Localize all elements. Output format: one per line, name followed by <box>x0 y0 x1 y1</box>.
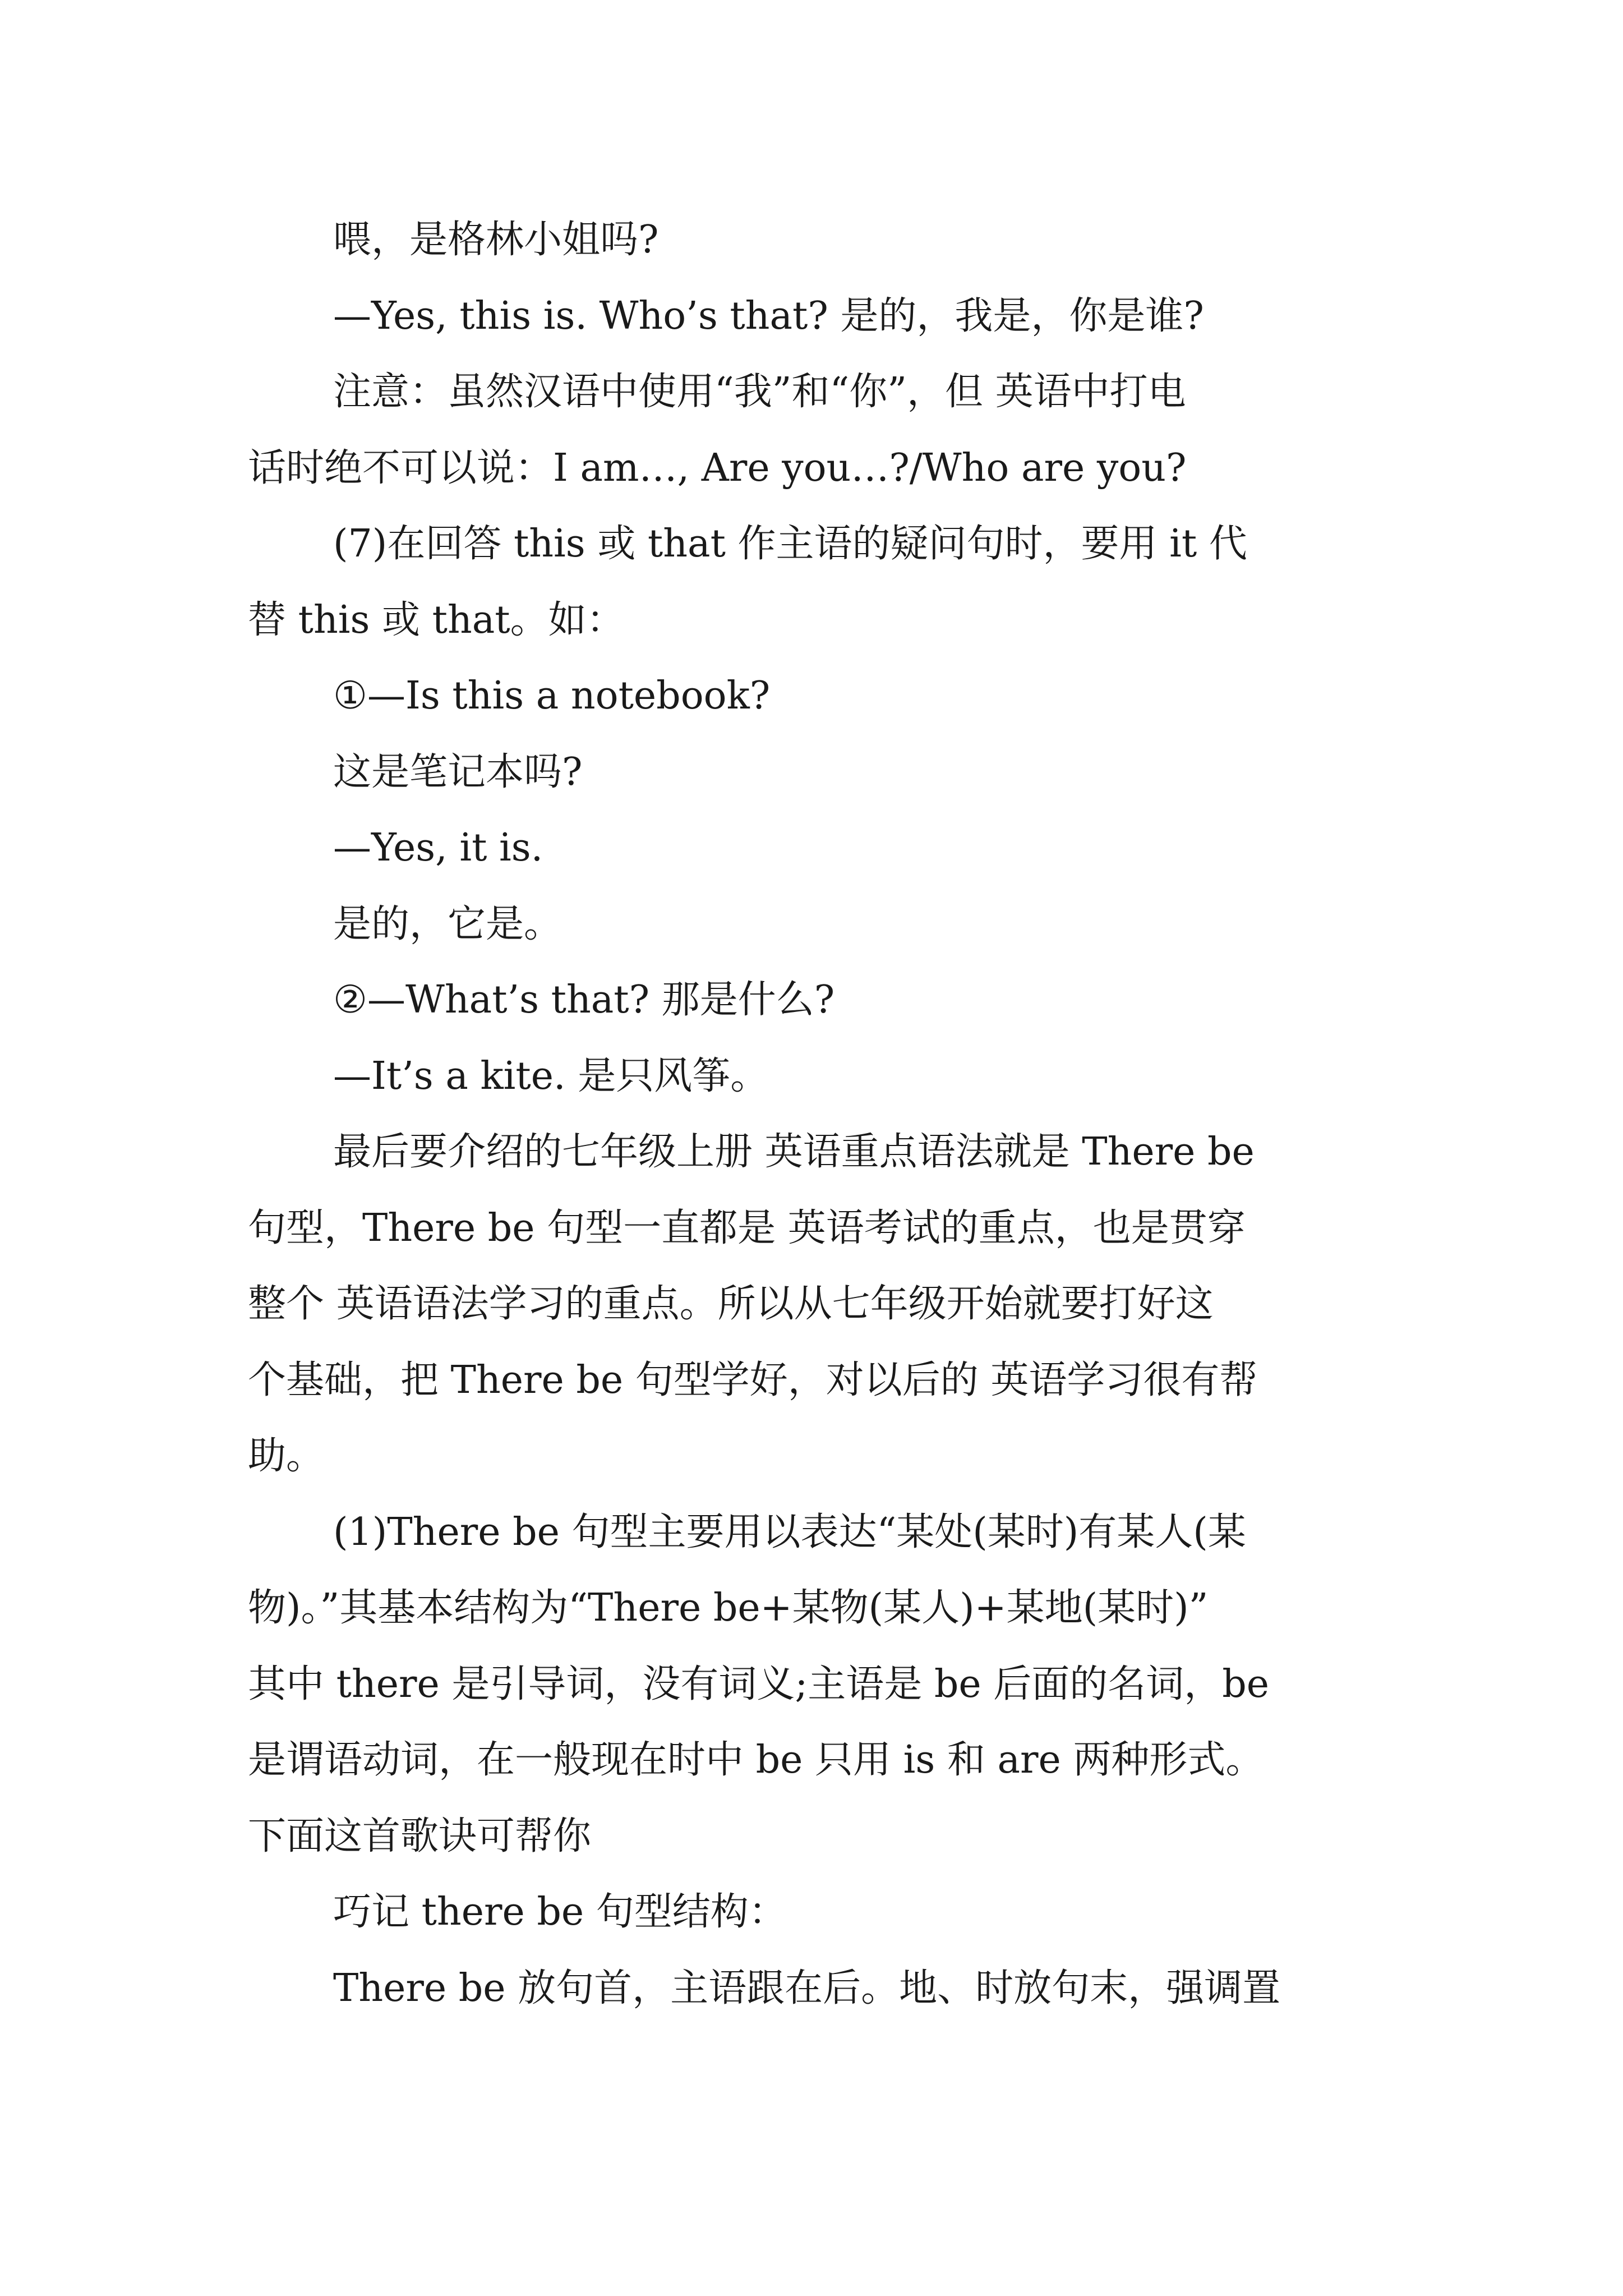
text-line: 助。 <box>248 1434 325 1478</box>
text-line: (7)在回答 this 或 that 作主语的疑问句时，要用 it 代 <box>333 522 1247 566</box>
text-line: ②—What’s that? 那是什么? <box>333 978 835 1022</box>
text-line: 话时绝不可以说：I am…, Are you…?/Who are you? <box>248 445 1187 490</box>
text-line: 整个 英语语法学习的重点。所以从七年级开始就要打好这 <box>248 1282 1214 1326</box>
text-line: —It’s a kite. 是只风筝。 <box>333 1053 769 1098</box>
text-line: (1)There be 句型主要用以表达“某处(某时)有某人(某 <box>333 1510 1246 1554</box>
document-body <box>248 202 1398 2026</box>
text-line: 巧记 there be 句型结构： <box>333 1890 787 1934</box>
text-line: —Yes, it is. <box>333 826 543 870</box>
text-line: 个基础，把 There be 句型学好，对以后的 英语学习很有帮 <box>248 1358 1258 1402</box>
text-line: 下面这首歌诀可帮你 <box>248 1814 592 1858</box>
text-line: 注意：虽然汉语中使用“我”和“你”，但 英语中打电 <box>333 370 1186 414</box>
text-line: 这是笔记本吗? <box>333 749 583 794</box>
text-line: There be 放句首，主语跟在后。地、时放句末，强调置 <box>333 1966 1281 2010</box>
text-line: —Yes, this is. Who’s that? 是的，我是，你是谁? <box>333 293 1204 338</box>
text-line: ①—Is this a notebook? <box>333 674 771 718</box>
text-line: 物)。”其基本结构为“There be+某物(某人)+某地(某时)” <box>248 1586 1209 1630</box>
text-line: 最后要介绍的七年级上册 英语重点语法就是 There be <box>333 1130 1255 1174</box>
text-line: 是谓语动词，在一般现在时中 be 只用 is 和 are 两种形式。 <box>248 1738 1264 1782</box>
text-line: 是的，它是。 <box>333 901 562 946</box>
text-line: 句型，There be 句型一直都是 英语考试的重点，也是贯穿 <box>248 1205 1246 1250</box>
text-line: 替 this 或 that。如： <box>248 597 625 642</box>
text-line: 其中 there 是引导词，没有词义;主语是 be 后面的名词，be <box>248 1662 1270 1706</box>
text-line: 喂，是格林小姐吗? <box>333 218 659 262</box>
